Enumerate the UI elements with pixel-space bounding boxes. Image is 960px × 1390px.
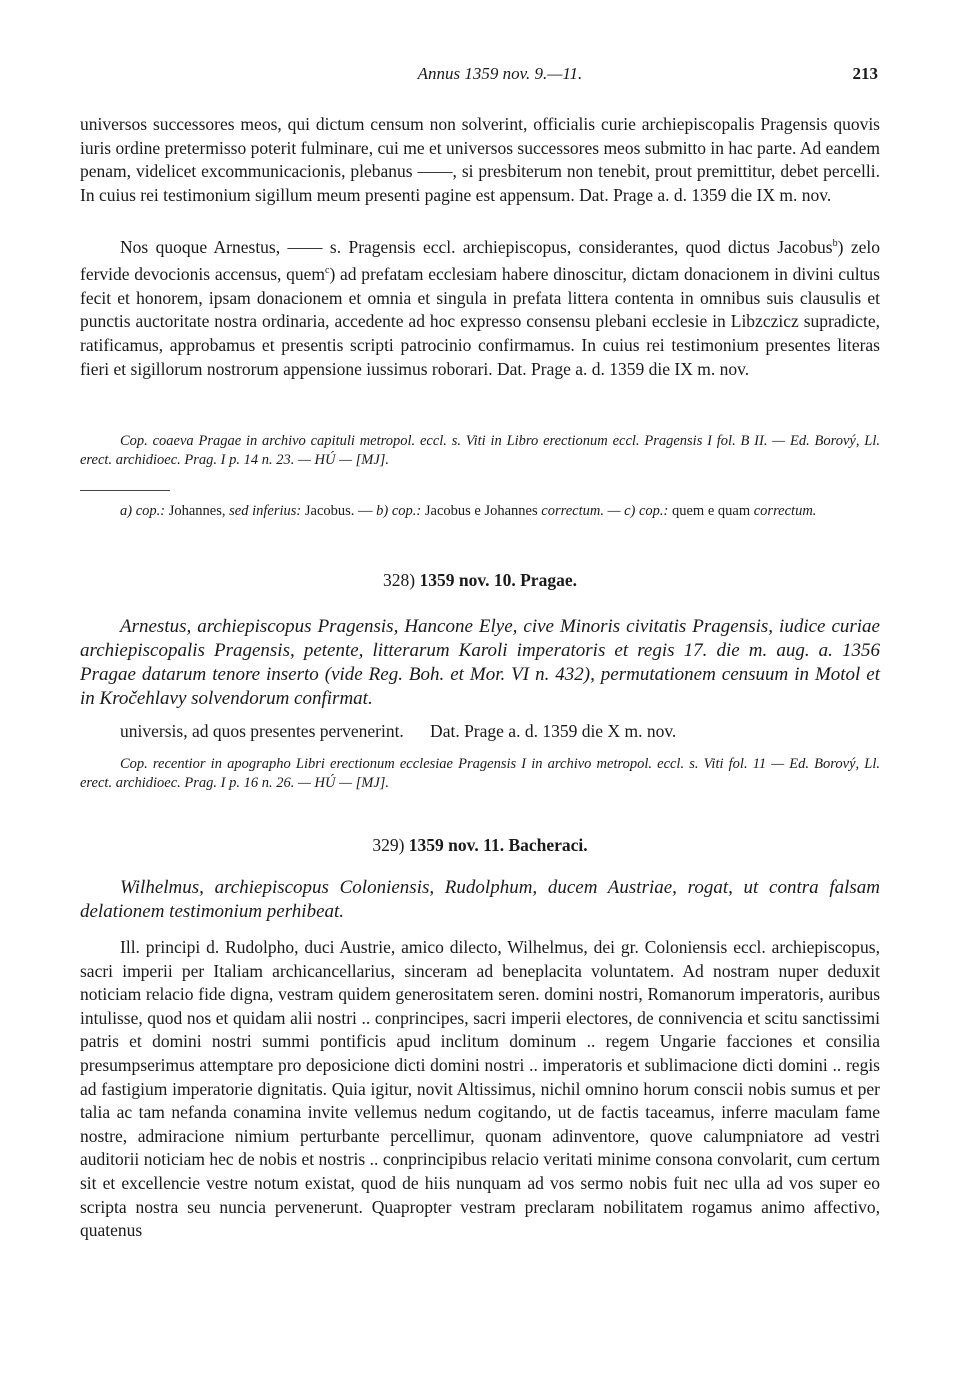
footnote-a-text-2: sed inferius: — [229, 503, 302, 519]
doc328-summary: Arnestus, archiepiscopus Pragensis, Hancone Elye, cive Minoris civitatis Pragensis, iudice curiae archiepiscopalis Pragensis, petente, litterarum Karoli imperatoris et regis 17. die m. aug. a. 1356 Pragae datarum tenore inserto (vide Reg. Boh. et Mor. VI n. 432), permutationem censuum in Motol et in Kročehlavy solvendorum confirmat. — [80, 616, 880, 709]
footnote-a-text-3: Jacobus. — — [304, 503, 373, 519]
footnote-mark-b: b — [832, 238, 838, 249]
footnote-b-label: b) cop.: — [376, 503, 422, 519]
doc329-text: Ill. principi d. Rudolpho, duci Austrie, amico dilecto, Wilhelmus, dei gr. Coloniensis eccl. archiepiscopus, sacri imperii per Italiam archicancellarius, sinceram ad beneplacita voluntatem. Ad nostram nuper deduxit noticiam relacio fide digna, vestram quidem generositatem seren. domini nostri, Romanorum imperatoris, auribus intulisse, quod nos et quidam alii nostri .. conprincipes, sacri imperii electores, de connivencia et scitu sanctissimi patris et domini nostri summi pontificis apud inclitum dominum .. regem Ungarie facciones et consilia presumpserimus attemptare pro deposicione dicti domini nostri .. imperatoris et sublimacione dicti domini .. regis ad fastigium imperatorie dignitatis. Quia igitur, novit Altissimus, nichil omnino horum conscii nobis sumus et per talia ac tam nefanda conamina invite vellemus nedum cogitando, ut de factis taceamus, inferre maculam fame nostre, admiracione nimium perturbante percellimur, quonam adinventore, quove calumpniatore ad vestri auditorii noticiam hec de nobis et nostris .. conprincipibus relacio veritati minime consona convolarit, cum certum sit et excellencie vestre notum existat, quod de hiis nunquam ad vos sermo nobis fuit nec ulla ad vos super eo scripta nostra seu nuncia pervenerunt. Quapropter vestram preclaram nobilitatem rogamus animo affectivo, quatenus — [80, 937, 880, 1241]
doc327-para2-text-a: Nos quoque Arnestus, —— s. Pragensis eccl. archiepiscopus, considerantes, quod dictus Jacobus — [120, 236, 833, 257]
doc328-date: 1359 nov. 10. Pragae. — [419, 570, 577, 590]
doc328-number: 328) — [383, 570, 416, 590]
footnote-c-text-2: correctum. — [753, 503, 817, 519]
doc327-paragraph-2 — [80, 232, 880, 381]
footnote-b-text-1: Jacobus e Johannes — [424, 503, 538, 519]
doc327-source-note: Cop. coaeva Pragae in archivo capituli metropol. eccl. s. Viti in Libro erectionum eccl. Pragensis I fol. B II. — Ed. Borový, Ll. erect. archidioec. Prag. I p. 14 n. 23. — HÚ — [MJ]. — [80, 433, 880, 468]
footnote-divider — [80, 490, 170, 491]
footnote-b-text-2: correctum. — — [541, 503, 621, 519]
doc328-heading — [80, 570, 880, 591]
doc328-source-note: Cop. recentior in apographo Libri erectionum ecclesiae Pragensis I in archivo metropol. eccl. s. Viti fol. 11 — Ed. Borový, Ll. erect. archidioec. Prag. I p. 16 n. 26. — HÚ — [MJ]. — [80, 756, 880, 791]
doc329-summary: Wilhelmus, archiepiscopus Coloniensis, Rudolphum, ducem Austriae, rogat, ut contra falsam delationem testimonium perhibeat. — [80, 877, 880, 922]
doc329-number: 329) — [372, 835, 405, 855]
doc327-paragraph-1: universos successores meos, qui dictum censum non solverint, officialis curie archiepiscopalis Pragensis quovis iuris ordine pretermisso poterit fulminare, cui me et universos successores meos submitto in hac parte. Ad eandem penam, videlicet excommunicacionis, plebanus ——, si presbiterum non tenebit, prout premittitur, debet percelli. In cuius rei testimonium sigillum meum presenti pagine est appensum. Dat. Prage a. d. 1359 die IX m. nov. — [80, 114, 880, 205]
doc329-heading — [80, 835, 880, 856]
page-header — [80, 64, 880, 90]
running-head: Annus 1359 nov. 9.—11. — [417, 64, 583, 83]
doc329-date: 1359 nov. 11. Bacheraci. — [408, 835, 588, 855]
doc328-text: universis, ad quos presentes pervenerint. Dat. Prage a. d. 1359 die X m. nov. — [120, 721, 677, 741]
footnote-a-text-1: Johannes, — [168, 503, 226, 519]
page-number: 213 — [852, 64, 878, 83]
footnote-c-label: c) cop.: — [624, 503, 669, 519]
doc327-para2-text-c: ) ad prefatam ecclesiam habere dinoscitur, dictam donacionem in divini cultus fecit et honorem, ipsam donacionem et omnia et singula in prefata littera contenta in omnibus suis clausulis et punctis auctoritate nostra ordinaria, accedente ad hoc expresso consensu plebani ecclesie in Libzczicz supradicte, ratificamus, approbamus et presentis scripti patrocinio confirmamus. In cuius rei testimonium presentes literas fieri et sigillorum nostrorum appensione iussimus roborari. Dat. Prage a. d. 1359 die IX m. nov. — [80, 264, 880, 379]
footnote-c-text-1: quem e quam — [672, 503, 751, 519]
footnote-mark-c: c — [325, 265, 330, 277]
doc327-footnotes — [80, 502, 880, 521]
doc327-para2-text-b: ) zelo fervide devocionis accensus, quem — [80, 236, 880, 285]
footnote-a-label: a) cop.: — [120, 503, 166, 519]
